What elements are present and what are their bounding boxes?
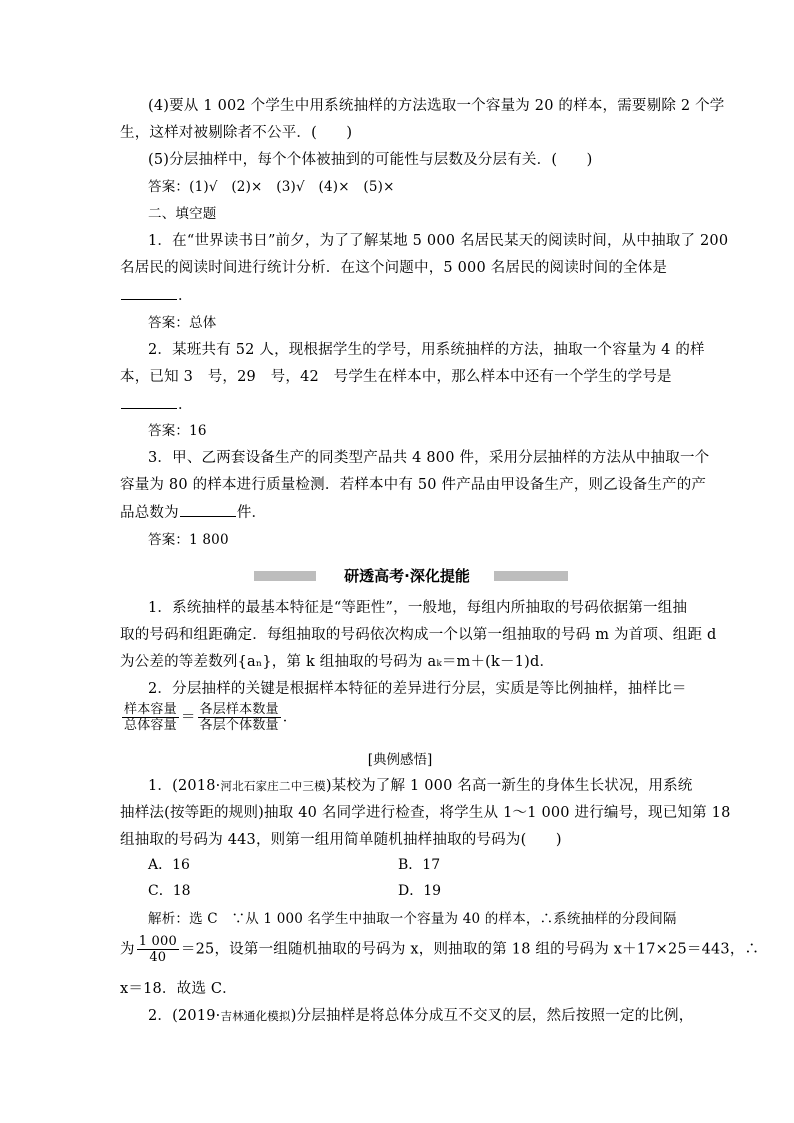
option-a: A．16 bbox=[148, 857, 190, 873]
example1-line1: 1．(2018·河北石家庄二中三模)某校为了解 1 000 名高一新生的身体生长状况，用系统 bbox=[148, 778, 693, 794]
fill-q2-line1: 2．某班共有 52 人，现根据学生的学号，用系统抽样的方法，抽取一个容量为 4 的样 bbox=[148, 342, 705, 358]
examples-heading: [典例感悟] bbox=[367, 752, 433, 768]
fill-q3-line1: 3．甲、乙两套设备生产的同类型产品共 4 800 件，采用分层抽样的方法从中抽取一个 bbox=[148, 450, 710, 466]
option-c: C．18 bbox=[148, 883, 191, 899]
section-title: 研透高考·深化提能 bbox=[344, 567, 470, 585]
fraction-interval: $\frac{1 000}{40}$ bbox=[138, 934, 177, 965]
example1-line2: 抽样法(按等距的规则)抽取 40 名同学进行检查，将学生从 1～1 000 进行编号，现已知第 18 bbox=[120, 805, 731, 821]
fill-heading: 二、填空题 bbox=[148, 206, 217, 222]
solution-line2: 为 $\frac{1 000}{40}$ ＝25，设第一组随机抽取的号码为 x，则抽取的第 18 组的号码为 x＋17×25＝443，∴ bbox=[120, 934, 760, 965]
answer-blank bbox=[121, 285, 177, 300]
judge-q5: (5)分层抽样中，每个个体被抽到的可能性与层数及分层有关．( ) bbox=[148, 152, 593, 168]
option-b: B．17 bbox=[398, 857, 441, 873]
fill-q1-line1: 1．在“世界读书日”前夕，为了了解某地 5 000 名居民某天的阅读时间，从中抽取了 200 bbox=[148, 233, 729, 249]
fill-q2-line2: 本，已知 3 号，29 号，42 号学生在样本中，那么样本中还有一个学生的学号是 bbox=[120, 369, 672, 385]
sampling-ratio-formula: 样本容量 总体容量 ＝ 各层样本数量 各层个体数量 ． bbox=[124, 702, 298, 733]
fill-q2-answer: 答案：16 bbox=[148, 423, 207, 439]
answer-blank bbox=[180, 502, 236, 517]
banner-bar-right bbox=[494, 571, 568, 581]
note1-line3: 为公差的等差数列{aₙ}，第 k 组抽取的号码为 aₖ＝m＋(k－1)d． bbox=[120, 654, 555, 670]
judge-answer: 答案：(1)√ (2)× (3)√ (4)× (5)× bbox=[148, 179, 395, 195]
fill-q1-line2: 名居民的阅读时间进行统计分析．在这个问题中，5 000 名居民的阅读时间的全体是 bbox=[120, 260, 668, 276]
source-tag: 吉林通化模拟 bbox=[220, 1009, 291, 1023]
solution-line3: x＝18．故选 C． bbox=[120, 981, 237, 997]
option-d: D．19 bbox=[398, 883, 442, 899]
fill-q1-answer: 答案：总体 bbox=[148, 315, 217, 331]
fraction-layer: 各层样本数量 各层个体数量 bbox=[199, 702, 279, 733]
section-banner bbox=[254, 566, 568, 586]
example1-line3: 组抽取的号码为 443，则第一组用简单随机抽样抽取的号码为( ) bbox=[120, 832, 562, 848]
fill-q3-answer: 答案：1 800 bbox=[148, 532, 229, 548]
banner-bar-left bbox=[254, 571, 316, 581]
fill-q2-line3: ． bbox=[120, 394, 680, 415]
fill-q3-line3: 品总数为 件． bbox=[120, 502, 680, 523]
solution-line1: 解析：选 C ∵从 1 000 名学生中抽取一个容量为 40 的样本，∴系统抽样的分段间隔 bbox=[148, 911, 677, 927]
example2-line1: 2．(2019·吉林通化模拟)分层抽样是将总体分成互不交叉的层，然后按照一定的比例， bbox=[148, 1008, 694, 1024]
judge-q4-line2: 生，这样对被剔除者不公平．( ) bbox=[120, 125, 353, 141]
fraction-sample-total: 样本容量 总体容量 bbox=[124, 702, 177, 733]
note2-line1: 2．分层抽样的关键是根据样本特征的差异进行分层，实质是等比例抽样，抽样比＝ bbox=[148, 681, 687, 697]
judge-q4-line1: (4)要从 1 002 个学生中用系统抽样的方法选取一个容量为 20 的样本，需要剔除 2 个学 bbox=[148, 98, 725, 114]
fill-q1-line3: ． bbox=[120, 285, 680, 306]
source-tag: 河北石家庄二中三模 bbox=[220, 779, 326, 793]
fill-q3-line2: 容量为 80 的样本进行质量检测．若样本中有 50 件产品由甲设备生产，则乙设备生产的产 bbox=[120, 477, 707, 493]
note1-line2: 取的号码和组距确定．每组抽取的号码依次构成一个以第一组抽取的号码 m 为首项、组距 d bbox=[120, 627, 717, 643]
answer-blank bbox=[121, 394, 177, 409]
note1-line1: 1．系统抽样的最基本特征是“等距性”，一般地，每组内所抽取的号码依据第一组抽 bbox=[148, 600, 688, 616]
